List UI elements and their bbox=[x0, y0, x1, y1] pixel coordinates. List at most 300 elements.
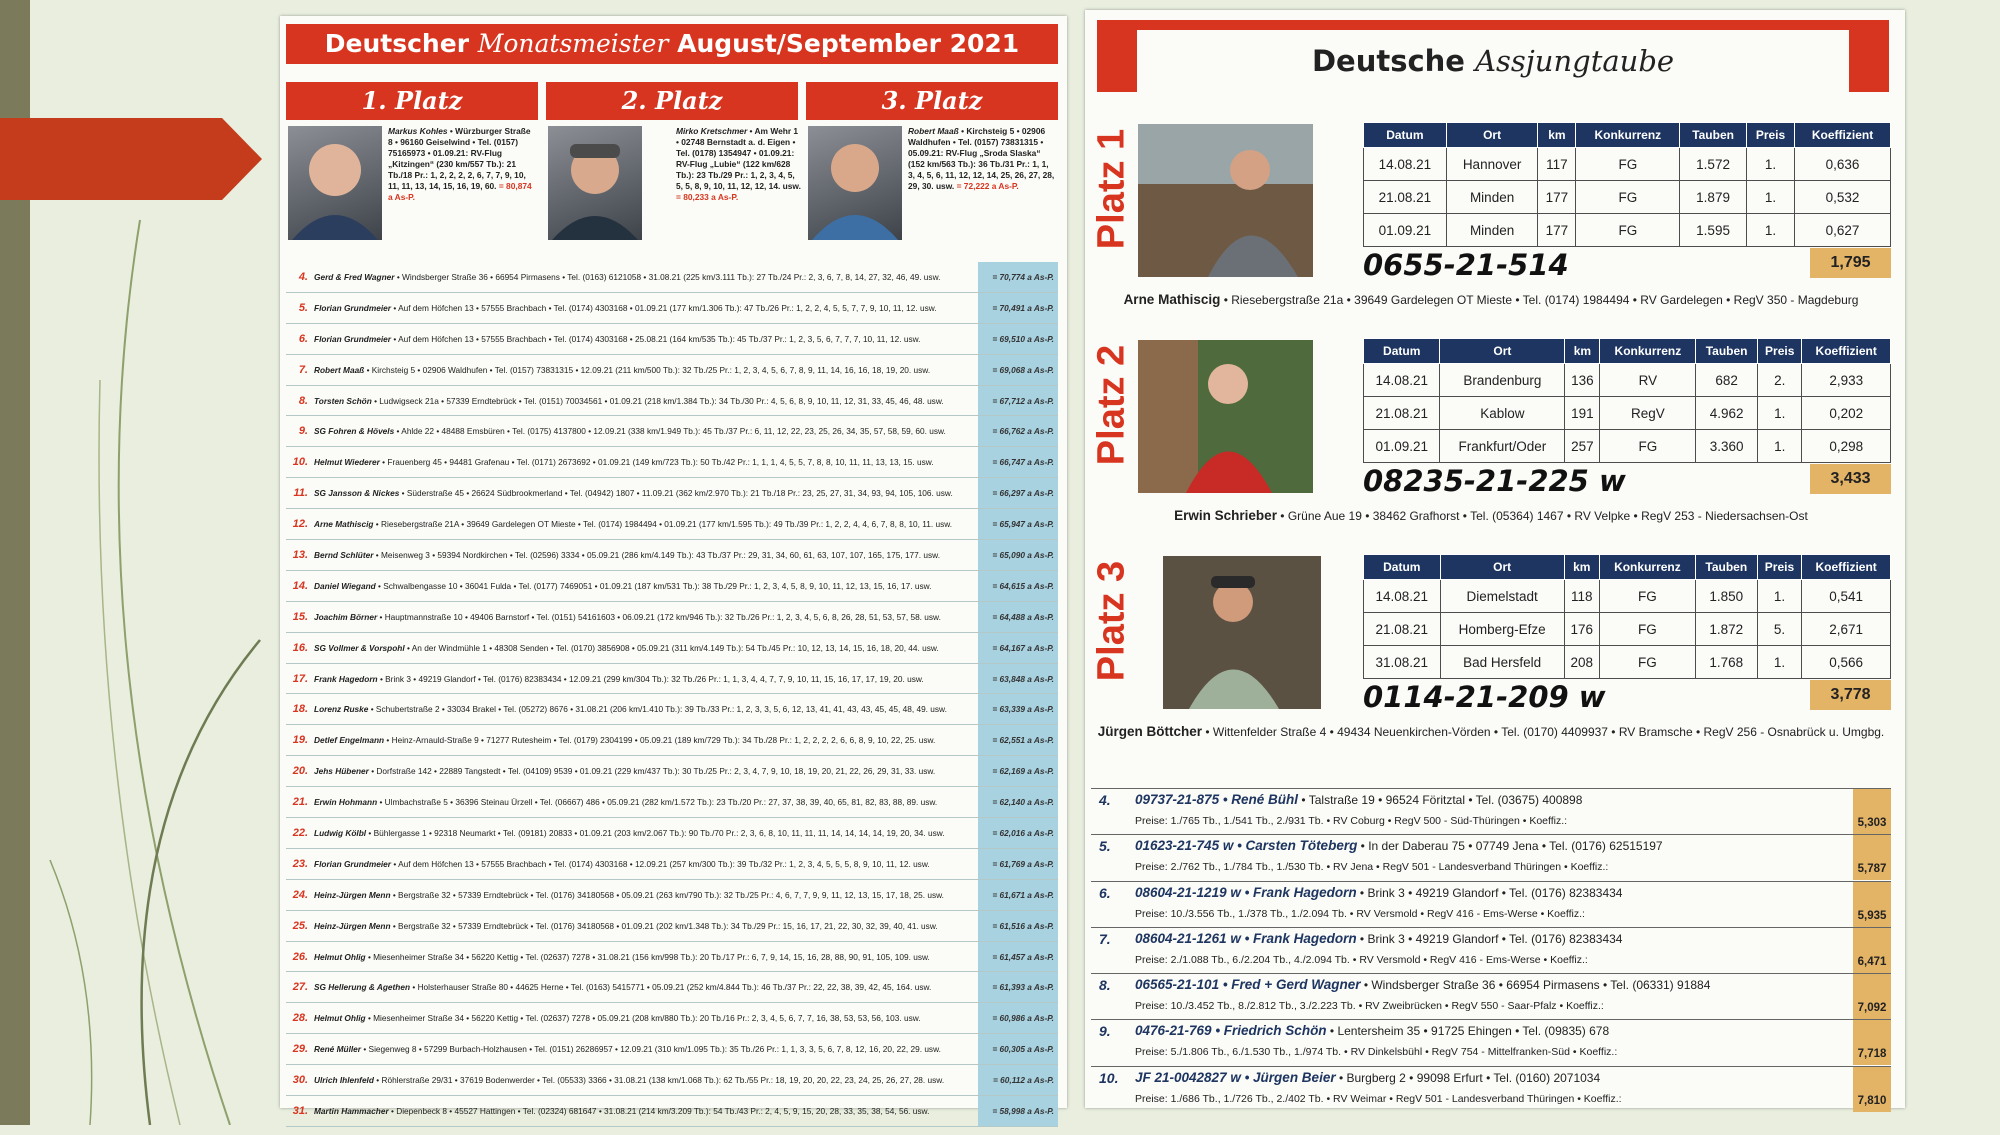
table-cell: FG bbox=[1576, 148, 1680, 181]
table-cell: 01.09.21 bbox=[1364, 214, 1447, 247]
table-cell: 2,933 bbox=[1802, 364, 1891, 397]
table-header: km bbox=[1564, 555, 1599, 580]
ring-owner-line bbox=[1135, 1070, 1600, 1085]
rank-row bbox=[286, 880, 1058, 911]
table-header: Tauben bbox=[1680, 123, 1747, 148]
rank-entry bbox=[314, 1044, 978, 1054]
rank-details: • Heinz-Arnauld-Straße 9 • 71277 Rutesheim • Tel. (0179) 2304199 • 05.09.21 (189 km/729 Tb.): 34 Tb./28 Pr.: 1, 2, 2, 2, 2, 6, 6, 8, 9, 10, 22, 25. usw. bbox=[386, 735, 936, 746]
rank-row bbox=[286, 818, 1058, 849]
rank-row bbox=[286, 540, 1058, 571]
rank-entry bbox=[314, 1106, 978, 1116]
rank-entry bbox=[314, 674, 978, 684]
table-header: Ort bbox=[1440, 339, 1565, 364]
rank-name: Heinz-Jürgen Menn bbox=[314, 920, 391, 931]
rank-details: • Auf dem Höfchen 13 • 57555 Brachbach • Tel. (0174) 4303168 • 01.09.21 (177 km/1.306 Tb.): 47 Tb./26 Pr.: 1, 2, 2, 4, 5, 5, 7, 7, 9, 10, 11, 12. usw. bbox=[393, 302, 937, 313]
rank-name: Lorenz Ruske bbox=[314, 704, 369, 715]
table-cell: 117 bbox=[1538, 148, 1576, 181]
table-cell: FG bbox=[1600, 430, 1696, 463]
rank-name: Erwin Hohmann bbox=[314, 797, 378, 808]
rank-name: René Müller bbox=[314, 1044, 362, 1055]
results-table bbox=[1363, 122, 1891, 247]
rank-details: • Schubertstraße 2 • 33034 Brakel • Tel. (05272) 8676 • 31.08.21 (206 km/1.410 Tb.): 39 Tb./33 Pr.: 1, 2, 3, 3, 5, 6, 12, 13, 41, 41, 43, 43, 45, 45, 48, 49. usw. bbox=[370, 704, 947, 715]
rank-row bbox=[286, 694, 1058, 725]
table-cell: 0,627 bbox=[1795, 214, 1891, 247]
further-place-row bbox=[1091, 973, 1891, 1019]
table-cell: 14.08.21 bbox=[1364, 148, 1447, 181]
portrait-photo bbox=[288, 126, 382, 240]
rank-details: • Röhlerstraße 29/31 • 37619 Bodenwerder • Tel. (05533) 3366 • 31.08.21 (138 km/1.068 Tb.): 62 Tb./55 Pr.: 18, 19, 20, 20, 22, 23, 24, 25, 26, 27, 28. usw. bbox=[376, 1075, 945, 1086]
table-cell: 21.08.21 bbox=[1364, 397, 1440, 430]
rank-points: = 69,068 a As-P. bbox=[978, 355, 1058, 385]
rank-number: 18. bbox=[292, 703, 308, 716]
table-cell: Hannover bbox=[1446, 148, 1538, 181]
rank-points: = 61,393 a As-P. bbox=[978, 972, 1058, 1002]
rank-row bbox=[286, 756, 1058, 787]
rank-name: Martin Hammacher bbox=[314, 1105, 389, 1116]
rank-details: • Windsberger Straße 36 • 66954 Pirmasens • Tel. (0163) 6121058 • 31.08.21 (225 km/3.111 Tb.): 27 Tb./24 Pr.: 2, 3, 6, 7, 8, 14, 27, 32, 46, 49. usw. bbox=[396, 271, 941, 282]
table-header: Datum bbox=[1364, 555, 1441, 580]
ring-number: 0114-21-209 w bbox=[1363, 680, 1606, 714]
table-cell: 257 bbox=[1565, 430, 1600, 463]
place-details: Mirko Kretschmer • Am Wehr 1 • 02748 Bernstadt a. d. Eigen • Tel. (0178) 1354947 • 01.09.21: RV-Flug „Lubie“ (122 km/628 Tb.): 23 Tb./29 Pr.: 1, 2, 3, 4, 5, 5, 5, 8, 9, 10, 11, 12, 12, 14. usw. = 80,233 a As-P. bbox=[676, 126, 801, 202]
rank-row bbox=[286, 416, 1058, 447]
owner-address: • In der Daberau 75 • 07749 Jena • Tel. (0176) 62515197 bbox=[1360, 839, 1663, 854]
rank-row bbox=[286, 725, 1058, 756]
table-cell: Minden bbox=[1446, 181, 1538, 214]
coefficient-value: 6,471 bbox=[1853, 928, 1891, 973]
rank-details: • Ludwigseck 21a • 57339 Erndtebrück • Tel. (0151) 70034561 • 01.09.21 (218 km/1.384 Tb.): 34 Tb./30 Pr.: 4, 5, 6, 8, 9, 10, 11, 12, 31, 33, 45, 46, 48. usw. bbox=[374, 395, 944, 406]
owner-address: • Wittenfelder Straße 4 • 49434 Neuenkirchen-Vörden • Tel. (0170) 4409937 • RV Bramsche • RegV 256 - Osnabrück u. Umgbg. bbox=[1205, 725, 1885, 739]
rank-details: • Miesenheimer Straße 34 • 56220 Kettig • Tel. (02637) 7278 • 05.09.21 (208 km/880 Tb.): 20 Tb./16 Pr.: 2, 3, 4, 5, 6, 7, 7, 16, 38, 53, 53, 56, 103. usw. bbox=[367, 1013, 921, 1024]
rank-entry bbox=[314, 1013, 978, 1023]
rank-list bbox=[286, 262, 1058, 1127]
rank-entry bbox=[314, 921, 978, 931]
table-row bbox=[1364, 148, 1891, 181]
owner-address: • Talstraße 19 • 96524 Föritztal • Tel. (03675) 400898 bbox=[1301, 793, 1583, 807]
assjungtaube-header bbox=[1097, 20, 1889, 92]
rank-details: • Auf dem Höfchen 13 • 57555 Brachbach • Tel. (0174) 4303168 • 25.08.21 (164 km/535 Tb.): 45 Tb./37 Pr.: 1, 2, 3, 5, 6, 7, 7, 7, 10, 11, 12. usw. bbox=[393, 333, 921, 344]
rank-name: Ulrich Ihlenfeld bbox=[314, 1075, 374, 1086]
place-number: 4. bbox=[1099, 792, 1111, 808]
table-row bbox=[1364, 613, 1891, 646]
table-cell: 1.572 bbox=[1680, 148, 1747, 181]
rank-name: Ludwig Kölbl bbox=[314, 827, 367, 838]
coefficient-value: 5,935 bbox=[1853, 882, 1891, 927]
table-cell: FG bbox=[1599, 580, 1695, 613]
table-cell: 1. bbox=[1757, 397, 1802, 430]
ring-owner-line bbox=[1135, 792, 1582, 807]
rank-number: 29. bbox=[292, 1043, 308, 1056]
table-header: Preis bbox=[1757, 555, 1802, 580]
rank-number: 23. bbox=[292, 857, 308, 870]
table-cell: FG bbox=[1599, 646, 1695, 679]
rank-points: = 66,747 a As-P. bbox=[978, 447, 1058, 477]
table-cell: Bad Hersfeld bbox=[1440, 646, 1564, 679]
table-cell: 14.08.21 bbox=[1364, 364, 1440, 397]
ring-and-owner: JF 21-0042827 w • Jürgen Beier bbox=[1135, 1069, 1336, 1085]
prize-line: Preise: 2./1.088 Tb., 6./2.204 Tb., 4./2.094 Tb. • RV Versmold • RegV 416 - Ems-Werse • Koeffiz.: bbox=[1135, 953, 1588, 966]
rank-row bbox=[286, 849, 1058, 880]
rank-points: = 60,305 a As-P. bbox=[978, 1034, 1058, 1064]
table-header: Preis bbox=[1757, 339, 1802, 364]
ring-owner-line bbox=[1135, 977, 1710, 992]
owner-address: • Riesebergstraße 21a • 39649 Gardelegen OT Mieste • Tel. (0174) 1984494 • RV Gardelegen • RegV 350 - Magdeburg bbox=[1223, 293, 1859, 307]
platz-label: Platz 1 bbox=[1090, 128, 1133, 250]
table-header: Tauben bbox=[1696, 339, 1758, 364]
rank-details: • Ahlde 22 • 48488 Emsbüren • Tel. (0175) 4137800 • 12.09.21 (338 km/1.949 Tb.): 45 Tb./37 Pr.: 6, 11, 12, 22, 23, 25, 26, 34, 35, 57, 58, 59, 60. usw. bbox=[396, 426, 946, 437]
table-cell: 01.09.21 bbox=[1364, 430, 1440, 463]
owner-address: • Brink 3 • 49219 Glandorf • Tel. (0176) 82383434 bbox=[1359, 885, 1623, 900]
place-title: 1. Platz bbox=[286, 82, 538, 120]
rank-details: • Ulmbachstraße 5 • 36396 Steinau Ürzell • Tel. (06667) 486 • 05.09.21 (282 km/1.572 Tb.): 23 Tb./20 Pr.: 27, 37, 38, 39, 40, 65, 81, 82, 83, 88, 89. usw. bbox=[379, 797, 938, 808]
table-cell: 0,636 bbox=[1795, 148, 1891, 181]
rank-entry bbox=[314, 488, 978, 498]
fancier-photo bbox=[1138, 124, 1313, 277]
table-cell: 3.360 bbox=[1696, 430, 1758, 463]
table-row bbox=[1364, 580, 1891, 613]
rank-number: 26. bbox=[292, 950, 308, 963]
rank-number: 24. bbox=[292, 888, 308, 901]
table-cell: 1.879 bbox=[1680, 181, 1747, 214]
owner-address: • Grüne Aue 19 • 38462 Grafhorst • Tel. (05364) 1467 • RV Velpke • RegV 253 - Niedersachsen-Ost bbox=[1280, 509, 1808, 523]
results-table bbox=[1363, 554, 1891, 679]
rank-number: 10. bbox=[292, 456, 308, 469]
rank-details: • Auf dem Höfchen 13 • 57555 Brachbach • Tel. (0174) 4303168 • 12.09.21 (257 km/300 Tb.): 39 Tb./32 Pr.: 1, 2, 3, 4, 5, 5, 5, 8, 9, 10, 11, 12. usw. bbox=[393, 858, 930, 869]
rank-entry bbox=[314, 982, 978, 992]
ring-owner-line bbox=[1135, 931, 1622, 946]
table-cell: 1.768 bbox=[1695, 646, 1757, 679]
table-cell: 1. bbox=[1746, 181, 1794, 214]
table-header: Tauben bbox=[1695, 555, 1757, 580]
table-cell: Minden bbox=[1446, 214, 1538, 247]
rank-points: = 66,762 a As-P. bbox=[978, 416, 1058, 446]
rank-points: = 65,947 a As-P. bbox=[978, 509, 1058, 539]
table-header: Ort bbox=[1446, 123, 1538, 148]
place-number: 8. bbox=[1099, 977, 1111, 994]
fancier-photo bbox=[1163, 556, 1321, 709]
rank-row bbox=[286, 293, 1058, 324]
table-header: Ort bbox=[1440, 555, 1564, 580]
table-cell: 682 bbox=[1696, 364, 1758, 397]
rank-number: 4. bbox=[298, 270, 308, 283]
rank-entry bbox=[314, 334, 978, 344]
portrait-photo bbox=[808, 126, 902, 240]
table-cell: 1.872 bbox=[1695, 613, 1757, 646]
table-cell: Brandenburg bbox=[1440, 364, 1565, 397]
rank-entry bbox=[314, 519, 978, 529]
coefficient-value: 7,810 bbox=[1853, 1067, 1891, 1112]
platz-3-block bbox=[1091, 554, 1891, 770]
rank-name: Helmut Ohlig bbox=[314, 1013, 366, 1024]
place-number: 6. bbox=[1099, 884, 1111, 901]
prize-line: Preise: 2./762 Tb., 1./784 Tb., 1./530 Tb. • RV Jena • RegV 501 - Landesverband Thüringen • Koeffiz.: bbox=[1135, 861, 1609, 874]
table-cell: 1. bbox=[1757, 430, 1802, 463]
rank-entry bbox=[314, 1075, 978, 1085]
rank-entry bbox=[314, 643, 978, 653]
podium-place-1 bbox=[286, 82, 538, 256]
table-header: km bbox=[1538, 123, 1576, 148]
total-coefficient: 1,795 bbox=[1810, 248, 1891, 278]
rank-name: Florian Grundmeier bbox=[314, 333, 391, 344]
portrait-photo bbox=[548, 126, 642, 240]
ring-and-owner: 09737-21-875 • René Bühl bbox=[1135, 792, 1299, 807]
rank-name: Helmut Wiederer bbox=[314, 457, 380, 468]
table-header: km bbox=[1565, 339, 1600, 364]
owner-line bbox=[1091, 724, 1891, 739]
rank-number: 8. bbox=[298, 394, 308, 407]
rank-name: Helmut Ohlig bbox=[314, 951, 366, 962]
rank-name: Daniel Wiegand bbox=[314, 580, 376, 591]
rank-points: = 69,510 a As-P. bbox=[978, 324, 1058, 354]
table-cell: RegV bbox=[1600, 397, 1696, 430]
table-cell: 4.962 bbox=[1696, 397, 1758, 430]
rank-entry bbox=[314, 890, 978, 900]
rank-number: 28. bbox=[292, 1012, 308, 1025]
rank-name: Detlef Engelmann bbox=[314, 735, 385, 746]
prize-line: Preise: 10./3.556 Tb., 1./378 Tb., 1./2.094 Tb. • RV Versmold • RegV 416 - Ems-Werse • Koeffiz.: bbox=[1135, 907, 1585, 920]
rank-entry bbox=[314, 797, 978, 807]
prize-line: Preise: 10./3.452 Tb., 8./2.812 Tb., 3./2.223 Tb. • RV Zweibrücken • RegV 550 - Saar-Pfalz • Koeffiz.: bbox=[1135, 1000, 1604, 1013]
owner-name: Jürgen Böttcher bbox=[1097, 724, 1202, 739]
table-cell: 177 bbox=[1538, 214, 1576, 247]
rank-name: Bernd Schlüter bbox=[314, 549, 374, 560]
rank-points: = 70,491 a As-P. bbox=[978, 293, 1058, 323]
rank-details: • Dorfstraße 142 • 22889 Tangstedt • Tel. (04109) 9539 • 01.09.21 (229 km/437 Tb.): 30 Tb./25 Pr.: 2, 3, 4, 7, 9, 10, 18, 19, 20, 21, 22, 26, 29, 31, 33. usw. bbox=[371, 766, 936, 777]
total-coefficient: 3,433 bbox=[1810, 464, 1891, 494]
rank-number: 7. bbox=[298, 363, 308, 376]
rank-row bbox=[286, 355, 1058, 386]
ring-owner-line bbox=[1135, 1023, 1609, 1038]
rank-points: = 62,169 a As-P. bbox=[978, 756, 1058, 786]
rank-entry bbox=[314, 365, 978, 375]
assjungtaube-page bbox=[1085, 10, 1905, 1108]
table-cell: RV bbox=[1600, 364, 1696, 397]
table-header: Preis bbox=[1746, 123, 1794, 148]
rank-points: = 63,848 a As-P. bbox=[978, 664, 1058, 694]
owner-name: Arne Mathiscig bbox=[1123, 292, 1221, 307]
table-cell: 1. bbox=[1757, 646, 1802, 679]
rank-name: SG Hellerung & Agethen bbox=[314, 982, 411, 993]
table-cell: 0,202 bbox=[1802, 397, 1891, 430]
table-cell: FG bbox=[1576, 214, 1680, 247]
platz-label: Platz 2 bbox=[1090, 344, 1133, 466]
rank-details: • Hauptmannstraße 10 • 49406 Barnstorf • Tel. (0151) 54161603 • 06.09.21 (172 km/946 Tb.): 32 Tb./26 Pr.: 1, 2, 3, 4, 5, 6, 8, 26, 28, 51, 53, 57, 58. usw. bbox=[379, 611, 941, 622]
table-header: Konkurrenz bbox=[1576, 123, 1680, 148]
table-cell: Homberg-Efze bbox=[1440, 613, 1564, 646]
rank-details: • An der Windmühle 1 • 48308 Senden • Tel. (0170) 3856908 • 05.09.21 (311 km/4.149 Tb.): 54 Tb./45 Pr.: 10, 12, 13, 14, 15, 16, 18, 20, 44. usw. bbox=[406, 642, 939, 653]
podium-place-2 bbox=[546, 82, 801, 256]
rank-points: = 62,016 a As-P. bbox=[978, 818, 1058, 848]
table-cell: 31.08.21 bbox=[1364, 646, 1441, 679]
platz-1-block bbox=[1091, 122, 1891, 338]
table-cell: 1. bbox=[1757, 580, 1802, 613]
rank-row bbox=[286, 262, 1058, 293]
rank-points: = 62,551 a As-P. bbox=[978, 725, 1058, 755]
table-cell: 2. bbox=[1757, 364, 1802, 397]
table-header: Datum bbox=[1364, 339, 1440, 364]
table-cell: 2,671 bbox=[1802, 613, 1891, 646]
rank-name: Florian Grundmeier bbox=[314, 858, 391, 869]
owner-line bbox=[1091, 292, 1891, 307]
ring-and-owner: 01623-21-745 w • Carsten Töteberg bbox=[1135, 838, 1358, 854]
table-cell: 1. bbox=[1746, 214, 1794, 247]
table-header: Koeffizient bbox=[1802, 339, 1891, 364]
rank-details: • Brink 3 • 49219 Glandorf • Tel. (0176) 82383434 • 12.09.21 (299 km/304 Tb.): 32 Tb./26 Pr.: 1, 1, 3, 4, 4, 7, 7, 9, 10, 11, 15, 16, 17, 17, 19, 20. usw. bbox=[379, 673, 924, 684]
table-cell: 21.08.21 bbox=[1364, 613, 1441, 646]
further-places-list bbox=[1091, 788, 1891, 1112]
ring-number: 08235-21-225 w bbox=[1363, 464, 1626, 498]
rank-row bbox=[286, 602, 1058, 633]
table-cell: 5. bbox=[1757, 613, 1802, 646]
rank-name: Heinz-Jürgen Menn bbox=[314, 889, 391, 900]
rank-details: • Meisenweg 3 • 59394 Nordkirchen • Tel. (02596) 3334 • 05.09.21 (286 km/4.149 Tb.): 43 Tb./37 Pr.: 29, 31, 34, 60, 61, 63, 107, 107, 165, 175, 177. usw. bbox=[375, 549, 940, 560]
further-place-row bbox=[1091, 1066, 1891, 1112]
total-coefficient: 3,778 bbox=[1810, 680, 1891, 710]
rank-row bbox=[286, 942, 1058, 973]
rank-number: 17. bbox=[292, 672, 308, 685]
platz-label: Platz 3 bbox=[1090, 560, 1133, 682]
place-title: 3. Platz bbox=[806, 82, 1058, 120]
place-title: 2. Platz bbox=[546, 82, 798, 120]
rank-entry bbox=[314, 272, 978, 282]
rank-entry bbox=[314, 704, 978, 714]
table-row bbox=[1364, 430, 1891, 463]
place-number: 7. bbox=[1099, 930, 1111, 947]
rank-name: SG Vollmer & Vorspohl bbox=[314, 642, 405, 653]
owner-line bbox=[1091, 508, 1891, 523]
rank-number: 11. bbox=[293, 487, 308, 500]
rank-name: Arne Mathiscig bbox=[314, 519, 374, 530]
rank-entry bbox=[314, 303, 978, 313]
rank-entry bbox=[314, 396, 978, 406]
rank-entry bbox=[314, 457, 978, 467]
further-place-row bbox=[1091, 834, 1891, 880]
rank-number: 30. bbox=[292, 1074, 308, 1087]
rank-row bbox=[286, 571, 1058, 602]
rank-entry bbox=[314, 735, 978, 745]
rank-entry bbox=[314, 766, 978, 776]
rank-entry bbox=[314, 426, 978, 436]
table-cell: 176 bbox=[1564, 613, 1599, 646]
rank-row bbox=[286, 1003, 1058, 1034]
place-number: 9. bbox=[1099, 1023, 1111, 1040]
rank-number: 19. bbox=[292, 734, 308, 747]
table-cell: 208 bbox=[1564, 646, 1599, 679]
rank-row bbox=[286, 447, 1058, 478]
ring-and-owner: 08604-21-1261 w • Frank Hagedorn bbox=[1135, 930, 1357, 946]
rank-name: Robert Maaß bbox=[314, 364, 365, 375]
ring-owner-line bbox=[1135, 885, 1622, 900]
rank-number: 27. bbox=[292, 981, 308, 994]
rank-entry bbox=[314, 581, 978, 591]
owner-address: • Windsberger Straße 36 • 66954 Pirmasens • Tel. (06331) 91884 bbox=[1363, 978, 1711, 993]
owner-address: • Burgberg 2 • 99098 Erfurt • Tel. (0160) 2071034 bbox=[1338, 1070, 1601, 1085]
table-header: Koeffizient bbox=[1802, 555, 1891, 580]
further-place-row bbox=[1091, 881, 1891, 927]
prize-line: Preise: 5./1.806 Tb., 6./1.530 Tb., 1./974 Tb. • RV Dinkelsbühl • RegV 754 - Mittelfranken-Süd • Koeffiz.: bbox=[1135, 1046, 1618, 1059]
monatsmeister-page bbox=[280, 16, 1067, 1117]
ring-and-owner: 08604-21-1219 w • Frank Hagedorn bbox=[1135, 884, 1357, 900]
rank-row bbox=[286, 972, 1058, 1003]
table-header: Datum bbox=[1364, 123, 1447, 148]
rank-name: Joachim Börner bbox=[314, 611, 378, 622]
rank-points: = 66,297 a As-P. bbox=[978, 478, 1058, 508]
coefficient-value: 5,303 bbox=[1853, 789, 1891, 834]
rank-number: 9. bbox=[298, 425, 308, 438]
results-table bbox=[1363, 338, 1891, 463]
table-cell: 191 bbox=[1565, 397, 1600, 430]
table-row bbox=[1364, 364, 1891, 397]
rank-points: = 61,769 a As-P. bbox=[978, 849, 1058, 879]
further-place-row bbox=[1091, 1019, 1891, 1065]
table-cell: 1.595 bbox=[1680, 214, 1747, 247]
rank-name: Gerd & Fred Wagner bbox=[314, 271, 395, 282]
further-place-row bbox=[1091, 927, 1891, 973]
coefficient-value: 5,787 bbox=[1853, 835, 1891, 880]
rank-details: • Kirchsteig 5 • 02906 Waldhufen • Tel. (0157) 73831315 • 12.09.21 (211 km/500 Tb.): 32 Tb./25 Pr.: 1, 2, 3, 4, 5, 6, 7, 8, 9, 11, 14, 16, 16, 18, 19, 20. usw. bbox=[366, 364, 931, 375]
table-cell: 0,532 bbox=[1795, 181, 1891, 214]
platz-2-block bbox=[1091, 338, 1891, 554]
table-row bbox=[1364, 214, 1891, 247]
rank-name: Florian Grundmeier bbox=[314, 302, 391, 313]
rank-number: 22. bbox=[292, 826, 308, 839]
table-cell: 136 bbox=[1565, 364, 1600, 397]
rank-details: • Bergstraße 32 • 57339 Erndtebrück • Tel. (0176) 34180568 • 05.09.21 (263 km/790 Tb.): 32 Tb./25 Pr.: 4, 6, 7, 7, 9, 9, 11, 12, 13, 15, 17, 18, 25. usw. bbox=[392, 889, 944, 900]
rank-number: 5. bbox=[298, 301, 308, 314]
rank-points: = 58,998 a As-P. bbox=[978, 1096, 1058, 1126]
rank-entry bbox=[314, 859, 978, 869]
fancier-photo bbox=[1138, 340, 1313, 493]
coefficient-value: 7,718 bbox=[1853, 1020, 1891, 1065]
ring-number: 0655-21-514 bbox=[1363, 248, 1569, 282]
table-cell: 1.850 bbox=[1695, 580, 1757, 613]
coefficient-value: 7,092 bbox=[1853, 974, 1891, 1019]
table-cell: 14.08.21 bbox=[1364, 580, 1441, 613]
red-arrow-shape bbox=[0, 118, 262, 200]
place-details: Robert Maaß • Kirchsteig 5 • 02906 Waldhufen • Tel. (0157) 73831315 • 05.09.21: RV-Flug „Sroda Slaska“ (152 km/563 Tb.): 36 Tb./31 Pr.: 1, 1, 3, 4, 5, 6, 11, 12, 12, 14, 25, 26, 27, 28, 29, 30. usw. = 72,222 a As-P. bbox=[908, 126, 1055, 191]
podium-place-3 bbox=[806, 82, 1058, 256]
rank-row bbox=[286, 1065, 1058, 1096]
rank-name: SG Fohren & Hövels bbox=[314, 426, 395, 437]
rank-name: Frank Hagedorn bbox=[314, 673, 378, 684]
rank-details: • Frauenberg 45 • 94481 Grafenau • Tel. (0171) 2673692 • 01.09.21 (149 km/723 Tb.): 50 Tb./42 Pr.: 1, 1, 1, 4, 5, 5, 7, 8, 8, 10, 11, 11, 13, 13, 15. usw. bbox=[382, 457, 934, 468]
rank-entry bbox=[314, 550, 978, 560]
owner-address: • Brink 3 • 49219 Glandorf • Tel. (0176) 82383434 bbox=[1359, 931, 1623, 946]
monatsmeister-header: Deutscher Monatsmeister August/September 2021 bbox=[286, 24, 1058, 64]
table-cell: Diemelstadt bbox=[1440, 580, 1564, 613]
rank-details: • Miesenheimer Straße 34 • 56220 Kettig • Tel. (02637) 7278 • 31.08.21 (156 km/998 Tb.): 20 Tb./17 Pr.: 6, 7, 9, 14, 15, 16, 28, 88, 90, 91, 105, 109. usw. bbox=[367, 951, 930, 962]
rank-number: 14. bbox=[292, 579, 308, 592]
owner-address: • Lentersheim 35 • 91725 Ehingen • Tel. (09835) 678 bbox=[1329, 1024, 1610, 1039]
further-place-row bbox=[1091, 788, 1891, 834]
rank-points: = 67,712 a As-P. bbox=[978, 386, 1058, 416]
ring-and-owner: 06565-21-101 • Fred + Gerd Wagner bbox=[1135, 977, 1361, 993]
table-cell: 1. bbox=[1746, 148, 1794, 181]
rank-points: = 61,516 a As-P. bbox=[978, 911, 1058, 941]
rank-name: SG Jansson & Nickes bbox=[314, 488, 400, 499]
prize-line: Preise: 1./686 Tb., 1./726 Tb., 2./402 Tb. • RV Weimar • RegV 501 - Landesverband Thüringen • Koeffiz.: bbox=[1135, 1092, 1622, 1105]
table-header: Konkurrenz bbox=[1600, 339, 1696, 364]
rank-name: Jehs Hübener bbox=[314, 766, 369, 777]
rank-row bbox=[286, 1096, 1058, 1127]
table-cell: Kablow bbox=[1440, 397, 1565, 430]
assjungtaube-title: Deutsche Assjungtaube bbox=[1137, 30, 1849, 92]
owner-name: Erwin Schrieber bbox=[1174, 508, 1277, 523]
rank-points: = 70,774 a As-P. bbox=[978, 262, 1058, 292]
rank-details: • Siegenweg 8 • 57299 Burbach-Holzhausen • Tel. (0151) 26286957 • 12.09.21 (310 km/1.095 Tb.): 35 Tb./26 Pr.: 1, 1, 3, 3, 5, 6, 7, 8, 12, 16, 20, 22, 29. usw. bbox=[363, 1044, 941, 1055]
rank-points: = 60,986 a As-P. bbox=[978, 1003, 1058, 1033]
rank-number: 13. bbox=[292, 548, 308, 561]
